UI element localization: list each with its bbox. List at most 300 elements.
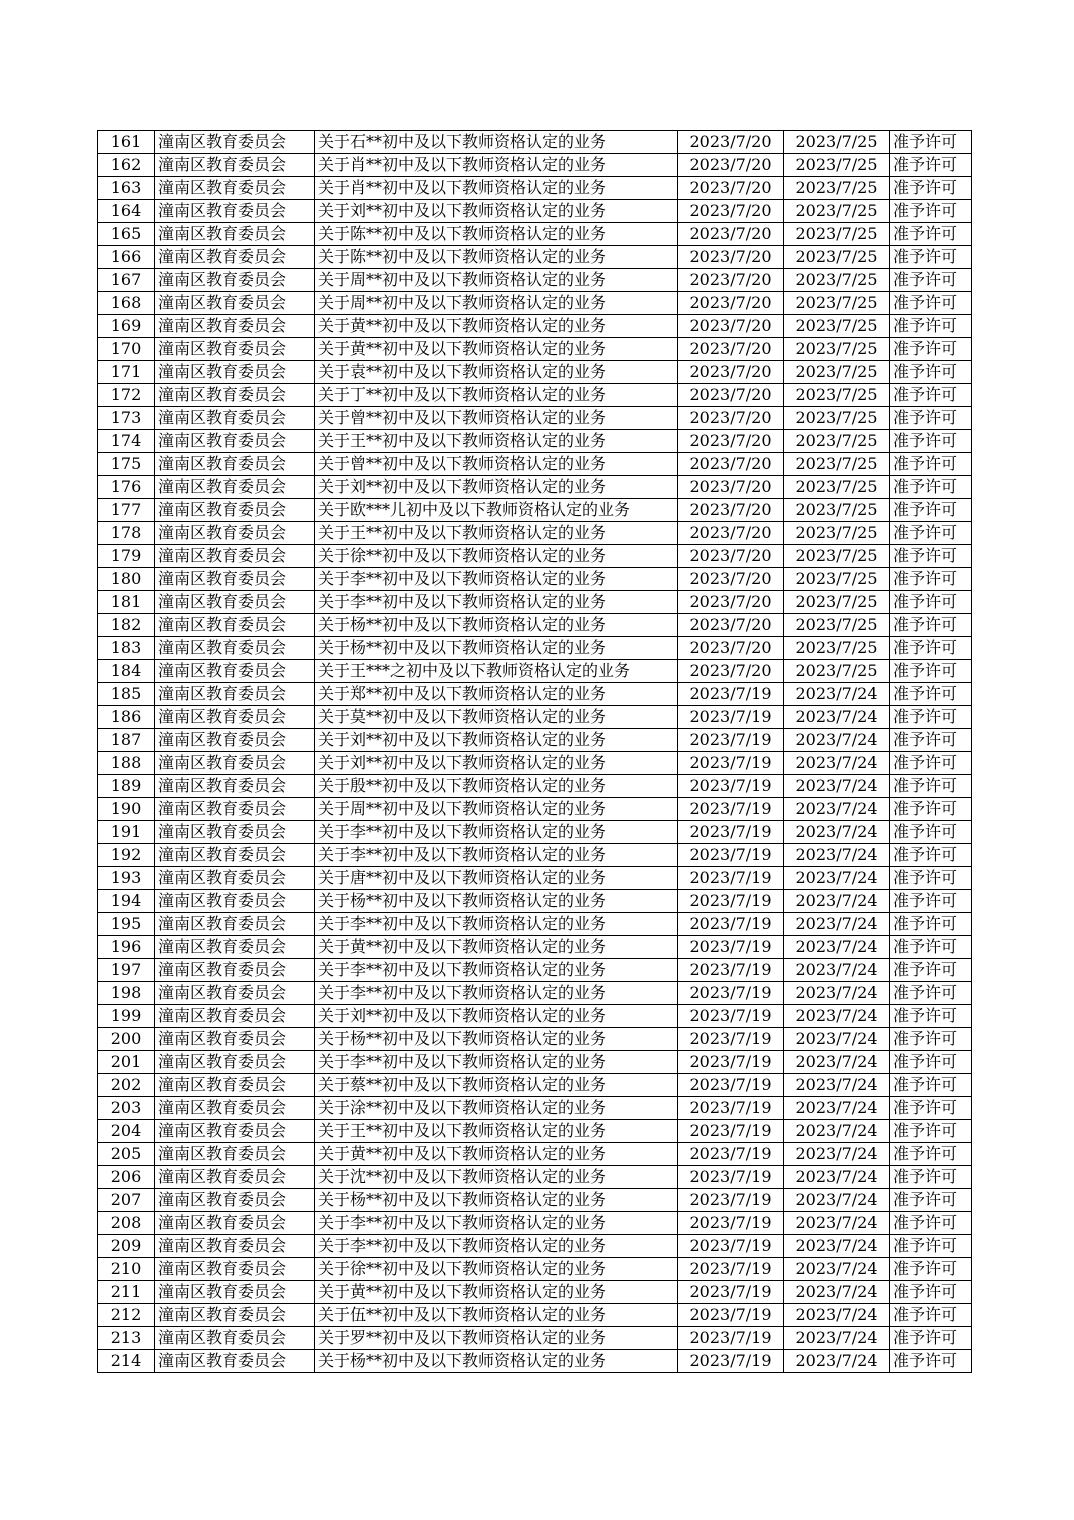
matter-title-cell: 关于徐**初中及以下教师资格认定的业务	[315, 545, 678, 568]
matter-title-cell: 关于黄**初中及以下教师资格认定的业务	[315, 1143, 678, 1166]
row-number: 188	[98, 752, 155, 775]
decision-date-cell: 2023/7/25	[784, 315, 890, 338]
table-row	[98, 1281, 972, 1304]
accepted-date-cell: 2023/7/19	[678, 982, 784, 1005]
accepted-date-cell: 2023/7/19	[678, 752, 784, 775]
matter-title-cell: 关于黄**初中及以下教师资格认定的业务	[315, 1281, 678, 1304]
matter-title-cell: 关于石**初中及以下教师资格认定的业务	[315, 131, 678, 154]
result-cell: 准予许可	[890, 821, 972, 844]
accepted-date-cell: 2023/7/19	[678, 1028, 784, 1051]
result-cell: 准予许可	[890, 1350, 972, 1373]
accepted-date-cell: 2023/7/19	[678, 1097, 784, 1120]
matter-title-cell: 关于李**初中及以下教师资格认定的业务	[315, 591, 678, 614]
table-row	[98, 913, 972, 936]
department-cell: 潼南区教育委员会	[155, 384, 315, 407]
decision-date-cell: 2023/7/25	[784, 361, 890, 384]
matter-title-cell: 关于杨**初中及以下教师资格认定的业务	[315, 1028, 678, 1051]
department-cell: 潼南区教育委员会	[155, 545, 315, 568]
table-row	[98, 1005, 972, 1028]
matter-title-cell: 关于李**初中及以下教师资格认定的业务	[315, 821, 678, 844]
result-cell: 准予许可	[890, 407, 972, 430]
matter-title-cell: 关于周**初中及以下教师资格认定的业务	[315, 798, 678, 821]
records-table-body	[98, 131, 972, 1373]
result-cell: 准予许可	[890, 131, 972, 154]
decision-date-cell: 2023/7/25	[784, 292, 890, 315]
row-number: 210	[98, 1258, 155, 1281]
decision-date-cell: 2023/7/24	[784, 1258, 890, 1281]
row-number: 166	[98, 246, 155, 269]
decision-date-cell: 2023/7/25	[784, 246, 890, 269]
department-cell: 潼南区教育委员会	[155, 1212, 315, 1235]
accepted-date-cell: 2023/7/20	[678, 361, 784, 384]
row-number: 165	[98, 223, 155, 246]
department-cell: 潼南区教育委员会	[155, 890, 315, 913]
matter-title-cell: 关于袁**初中及以下教师资格认定的业务	[315, 361, 678, 384]
table-row	[98, 361, 972, 384]
department-cell: 潼南区教育委员会	[155, 1097, 315, 1120]
table-row	[98, 752, 972, 775]
row-number: 179	[98, 545, 155, 568]
result-cell: 准予许可	[890, 522, 972, 545]
department-cell: 潼南区教育委员会	[155, 1143, 315, 1166]
matter-title-cell: 关于刘**初中及以下教师资格认定的业务	[315, 1005, 678, 1028]
result-cell: 准予许可	[890, 1235, 972, 1258]
row-number: 176	[98, 476, 155, 499]
department-cell: 潼南区教育委员会	[155, 522, 315, 545]
result-cell: 准予许可	[890, 269, 972, 292]
decision-date-cell: 2023/7/25	[784, 614, 890, 637]
row-number: 168	[98, 292, 155, 315]
table-row	[98, 1327, 972, 1350]
result-cell: 准予许可	[890, 706, 972, 729]
result-cell: 准予许可	[890, 936, 972, 959]
result-cell: 准予许可	[890, 637, 972, 660]
department-cell: 潼南区教育委员会	[155, 798, 315, 821]
department-cell: 潼南区教育委员会	[155, 407, 315, 430]
decision-date-cell: 2023/7/24	[784, 1074, 890, 1097]
table-row	[98, 200, 972, 223]
department-cell: 潼南区教育委员会	[155, 844, 315, 867]
result-cell: 准予许可	[890, 844, 972, 867]
result-cell: 准予许可	[890, 200, 972, 223]
department-cell: 潼南区教育委员会	[155, 982, 315, 1005]
row-number: 186	[98, 706, 155, 729]
decision-date-cell: 2023/7/24	[784, 982, 890, 1005]
department-cell: 潼南区教育委员会	[155, 200, 315, 223]
accepted-date-cell: 2023/7/20	[678, 476, 784, 499]
table-row	[98, 338, 972, 361]
row-number: 198	[98, 982, 155, 1005]
matter-title-cell: 关于王***之初中及以下教师资格认定的业务	[315, 660, 678, 683]
department-cell: 潼南区教育委员会	[155, 1258, 315, 1281]
department-cell: 潼南区教育委员会	[155, 154, 315, 177]
table-row	[98, 430, 972, 453]
table-row	[98, 269, 972, 292]
decision-date-cell: 2023/7/24	[784, 1028, 890, 1051]
department-cell: 潼南区教育委员会	[155, 1074, 315, 1097]
matter-title-cell: 关于蔡**初中及以下教师资格认定的业务	[315, 1074, 678, 1097]
table-row	[98, 637, 972, 660]
decision-date-cell: 2023/7/24	[784, 867, 890, 890]
result-cell: 准予许可	[890, 545, 972, 568]
table-row	[98, 131, 972, 154]
matter-title-cell: 关于肖**初中及以下教师资格认定的业务	[315, 177, 678, 200]
row-number: 172	[98, 384, 155, 407]
accepted-date-cell: 2023/7/20	[678, 315, 784, 338]
decision-date-cell: 2023/7/24	[784, 752, 890, 775]
table-row	[98, 844, 972, 867]
table-row	[98, 821, 972, 844]
department-cell: 潼南区教育委员会	[155, 361, 315, 384]
accepted-date-cell: 2023/7/19	[678, 1051, 784, 1074]
row-number: 194	[98, 890, 155, 913]
accepted-date-cell: 2023/7/20	[678, 430, 784, 453]
accepted-date-cell: 2023/7/20	[678, 338, 784, 361]
matter-title-cell: 关于刘**初中及以下教师资格认定的业务	[315, 752, 678, 775]
department-cell: 潼南区教育委员会	[155, 430, 315, 453]
row-number: 211	[98, 1281, 155, 1304]
decision-date-cell: 2023/7/24	[784, 821, 890, 844]
result-cell: 准予许可	[890, 384, 972, 407]
decision-date-cell: 2023/7/24	[784, 936, 890, 959]
accepted-date-cell: 2023/7/20	[678, 660, 784, 683]
department-cell: 潼南区教育委员会	[155, 1051, 315, 1074]
table-row	[98, 614, 972, 637]
row-number: 163	[98, 177, 155, 200]
department-cell: 潼南区教育委员会	[155, 660, 315, 683]
department-cell: 潼南区教育委员会	[155, 177, 315, 200]
decision-date-cell: 2023/7/25	[784, 384, 890, 407]
accepted-date-cell: 2023/7/19	[678, 1304, 784, 1327]
result-cell: 准予许可	[890, 568, 972, 591]
decision-date-cell: 2023/7/25	[784, 660, 890, 683]
row-number: 162	[98, 154, 155, 177]
department-cell: 潼南区教育委员会	[155, 913, 315, 936]
decision-date-cell: 2023/7/25	[784, 200, 890, 223]
row-number: 196	[98, 936, 155, 959]
matter-title-cell: 关于曾**初中及以下教师资格认定的业务	[315, 453, 678, 476]
row-number: 204	[98, 1120, 155, 1143]
department-cell: 潼南区教育委员会	[155, 269, 315, 292]
result-cell: 准予许可	[890, 752, 972, 775]
row-number: 197	[98, 959, 155, 982]
table-row	[98, 936, 972, 959]
result-cell: 准予许可	[890, 361, 972, 384]
table-row	[98, 246, 972, 269]
matter-title-cell: 关于李**初中及以下教师资格认定的业务	[315, 982, 678, 1005]
row-number: 209	[98, 1235, 155, 1258]
decision-date-cell: 2023/7/24	[784, 913, 890, 936]
matter-title-cell: 关于莫**初中及以下教师资格认定的业务	[315, 706, 678, 729]
department-cell: 潼南区教育委员会	[155, 706, 315, 729]
result-cell: 准予许可	[890, 614, 972, 637]
decision-date-cell: 2023/7/25	[784, 177, 890, 200]
accepted-date-cell: 2023/7/20	[678, 637, 784, 660]
result-cell: 准予许可	[890, 1166, 972, 1189]
accepted-date-cell: 2023/7/20	[678, 223, 784, 246]
table-row	[98, 1235, 972, 1258]
table-row	[98, 568, 972, 591]
result-cell: 准予许可	[890, 430, 972, 453]
table-row	[98, 407, 972, 430]
table-row	[98, 177, 972, 200]
decision-date-cell: 2023/7/24	[784, 959, 890, 982]
table-row	[98, 1028, 972, 1051]
accepted-date-cell: 2023/7/20	[678, 200, 784, 223]
accepted-date-cell: 2023/7/19	[678, 867, 784, 890]
department-cell: 潼南区教育委员会	[155, 775, 315, 798]
row-number: 164	[98, 200, 155, 223]
matter-title-cell: 关于欧***儿初中及以下教师资格认定的业务	[315, 499, 678, 522]
matter-title-cell: 关于陈**初中及以下教师资格认定的业务	[315, 246, 678, 269]
result-cell: 准予许可	[890, 867, 972, 890]
decision-date-cell: 2023/7/24	[784, 1097, 890, 1120]
matter-title-cell: 关于李**初中及以下教师资格认定的业务	[315, 844, 678, 867]
matter-title-cell: 关于杨**初中及以下教师资格认定的业务	[315, 1189, 678, 1212]
decision-date-cell: 2023/7/24	[784, 1143, 890, 1166]
result-cell: 准予许可	[890, 683, 972, 706]
table-row	[98, 1350, 972, 1373]
matter-title-cell: 关于李**初中及以下教师资格认定的业务	[315, 1235, 678, 1258]
matter-title-cell: 关于杨**初中及以下教师资格认定的业务	[315, 637, 678, 660]
result-cell: 准予许可	[890, 1258, 972, 1281]
decision-date-cell: 2023/7/24	[784, 1051, 890, 1074]
department-cell: 潼南区教育委员会	[155, 476, 315, 499]
result-cell: 准予许可	[890, 798, 972, 821]
row-number: 177	[98, 499, 155, 522]
result-cell: 准予许可	[890, 476, 972, 499]
matter-title-cell: 关于殷**初中及以下教师资格认定的业务	[315, 775, 678, 798]
department-cell: 潼南区教育委员会	[155, 1350, 315, 1373]
row-number: 195	[98, 913, 155, 936]
department-cell: 潼南区教育委员会	[155, 591, 315, 614]
department-cell: 潼南区教育委员会	[155, 315, 315, 338]
table-row	[98, 384, 972, 407]
table-row	[98, 315, 972, 338]
accepted-date-cell: 2023/7/20	[678, 246, 784, 269]
decision-date-cell: 2023/7/24	[784, 775, 890, 798]
table-row	[98, 522, 972, 545]
decision-date-cell: 2023/7/25	[784, 637, 890, 660]
result-cell: 准予许可	[890, 1097, 972, 1120]
decision-date-cell: 2023/7/24	[784, 1350, 890, 1373]
decision-date-cell: 2023/7/25	[784, 545, 890, 568]
accepted-date-cell: 2023/7/19	[678, 1327, 784, 1350]
result-cell: 准予许可	[890, 177, 972, 200]
decision-date-cell: 2023/7/24	[784, 890, 890, 913]
row-number: 207	[98, 1189, 155, 1212]
department-cell: 潼南区教育委员会	[155, 1005, 315, 1028]
accepted-date-cell: 2023/7/19	[678, 1281, 784, 1304]
accepted-date-cell: 2023/7/19	[678, 1166, 784, 1189]
row-number: 173	[98, 407, 155, 430]
department-cell: 潼南区教育委员会	[155, 1166, 315, 1189]
result-cell: 准予许可	[890, 913, 972, 936]
result-cell: 准予许可	[890, 982, 972, 1005]
department-cell: 潼南区教育委员会	[155, 292, 315, 315]
row-number: 167	[98, 269, 155, 292]
table-row	[98, 223, 972, 246]
accepted-date-cell: 2023/7/19	[678, 1074, 784, 1097]
table-row	[98, 1120, 972, 1143]
table-row	[98, 982, 972, 1005]
result-cell: 准予许可	[890, 729, 972, 752]
department-cell: 潼南区教育委员会	[155, 1189, 315, 1212]
accepted-date-cell: 2023/7/20	[678, 545, 784, 568]
table-row	[98, 154, 972, 177]
table-row	[98, 1304, 972, 1327]
accepted-date-cell: 2023/7/19	[678, 706, 784, 729]
matter-title-cell: 关于刘**初中及以下教师资格认定的业务	[315, 729, 678, 752]
accepted-date-cell: 2023/7/19	[678, 1350, 784, 1373]
result-cell: 准予许可	[890, 338, 972, 361]
accepted-date-cell: 2023/7/19	[678, 729, 784, 752]
accepted-date-cell: 2023/7/19	[678, 890, 784, 913]
decision-date-cell: 2023/7/24	[784, 798, 890, 821]
accepted-date-cell: 2023/7/19	[678, 1005, 784, 1028]
decision-date-cell: 2023/7/24	[784, 683, 890, 706]
department-cell: 潼南区教育委员会	[155, 729, 315, 752]
result-cell: 准予许可	[890, 154, 972, 177]
result-cell: 准予许可	[890, 1189, 972, 1212]
result-cell: 准予许可	[890, 1120, 972, 1143]
matter-title-cell: 关于王**初中及以下教师资格认定的业务	[315, 1120, 678, 1143]
row-number: 214	[98, 1350, 155, 1373]
matter-title-cell: 关于李**初中及以下教师资格认定的业务	[315, 913, 678, 936]
decision-date-cell: 2023/7/24	[784, 1235, 890, 1258]
table-row	[98, 1143, 972, 1166]
table-row	[98, 545, 972, 568]
matter-title-cell: 关于伍**初中及以下教师资格认定的业务	[315, 1304, 678, 1327]
row-number: 208	[98, 1212, 155, 1235]
table-row	[98, 292, 972, 315]
matter-title-cell: 关于王**初中及以下教师资格认定的业务	[315, 522, 678, 545]
accepted-date-cell: 2023/7/20	[678, 177, 784, 200]
result-cell: 准予许可	[890, 1212, 972, 1235]
result-cell: 准予许可	[890, 315, 972, 338]
decision-date-cell: 2023/7/25	[784, 568, 890, 591]
accepted-date-cell: 2023/7/19	[678, 1258, 784, 1281]
decision-date-cell: 2023/7/24	[784, 844, 890, 867]
matter-title-cell: 关于黄**初中及以下教师资格认定的业务	[315, 338, 678, 361]
row-number: 171	[98, 361, 155, 384]
department-cell: 潼南区教育委员会	[155, 821, 315, 844]
department-cell: 潼南区教育委员会	[155, 246, 315, 269]
accepted-date-cell: 2023/7/19	[678, 959, 784, 982]
decision-date-cell: 2023/7/25	[784, 131, 890, 154]
matter-title-cell: 关于杨**初中及以下教师资格认定的业务	[315, 614, 678, 637]
row-number: 203	[98, 1097, 155, 1120]
accepted-date-cell: 2023/7/19	[678, 775, 784, 798]
accepted-date-cell: 2023/7/20	[678, 154, 784, 177]
table-row	[98, 959, 972, 982]
table-row	[98, 1097, 972, 1120]
row-number: 178	[98, 522, 155, 545]
matter-title-cell: 关于李**初中及以下教师资格认定的业务	[315, 959, 678, 982]
decision-date-cell: 2023/7/25	[784, 522, 890, 545]
department-cell: 潼南区教育委员会	[155, 568, 315, 591]
department-cell: 潼南区教育委员会	[155, 338, 315, 361]
row-number: 192	[98, 844, 155, 867]
decision-date-cell: 2023/7/24	[784, 1327, 890, 1350]
accepted-date-cell: 2023/7/19	[678, 1143, 784, 1166]
result-cell: 准予许可	[890, 453, 972, 476]
accepted-date-cell: 2023/7/19	[678, 1235, 784, 1258]
matter-title-cell: 关于沈**初中及以下教师资格认定的业务	[315, 1166, 678, 1189]
result-cell: 准予许可	[890, 1074, 972, 1097]
matter-title-cell: 关于李**初中及以下教师资格认定的业务	[315, 1212, 678, 1235]
row-number: 182	[98, 614, 155, 637]
department-cell: 潼南区教育委员会	[155, 1235, 315, 1258]
accepted-date-cell: 2023/7/19	[678, 821, 784, 844]
decision-date-cell: 2023/7/25	[784, 476, 890, 499]
row-number: 170	[98, 338, 155, 361]
decision-date-cell: 2023/7/24	[784, 729, 890, 752]
table-row	[98, 1074, 972, 1097]
department-cell: 潼南区教育委员会	[155, 637, 315, 660]
row-number: 174	[98, 430, 155, 453]
result-cell: 准予许可	[890, 223, 972, 246]
accepted-date-cell: 2023/7/20	[678, 522, 784, 545]
matter-title-cell: 关于丁**初中及以下教师资格认定的业务	[315, 384, 678, 407]
result-cell: 准予许可	[890, 959, 972, 982]
accepted-date-cell: 2023/7/20	[678, 453, 784, 476]
matter-title-cell: 关于刘**初中及以下教师资格认定的业务	[315, 200, 678, 223]
table-row	[98, 1051, 972, 1074]
table-row	[98, 706, 972, 729]
row-number: 185	[98, 683, 155, 706]
table-row	[98, 1189, 972, 1212]
matter-title-cell: 关于李**初中及以下教师资格认定的业务	[315, 568, 678, 591]
decision-date-cell: 2023/7/24	[784, 1166, 890, 1189]
result-cell: 准予许可	[890, 660, 972, 683]
matter-title-cell: 关于周**初中及以下教师资格认定的业务	[315, 269, 678, 292]
department-cell: 潼南区教育委员会	[155, 1028, 315, 1051]
decision-date-cell: 2023/7/24	[784, 1304, 890, 1327]
row-number: 169	[98, 315, 155, 338]
accepted-date-cell: 2023/7/20	[678, 407, 784, 430]
row-number: 193	[98, 867, 155, 890]
accepted-date-cell: 2023/7/19	[678, 844, 784, 867]
row-number: 180	[98, 568, 155, 591]
accepted-date-cell: 2023/7/20	[678, 384, 784, 407]
table-row	[98, 453, 972, 476]
department-cell: 潼南区教育委员会	[155, 131, 315, 154]
accepted-date-cell: 2023/7/20	[678, 269, 784, 292]
matter-title-cell: 关于肖**初中及以下教师资格认定的业务	[315, 154, 678, 177]
matter-title-cell: 关于陈**初中及以下教师资格认定的业务	[315, 223, 678, 246]
department-cell: 潼南区教育委员会	[155, 1327, 315, 1350]
decision-date-cell: 2023/7/24	[784, 1120, 890, 1143]
result-cell: 准予许可	[890, 499, 972, 522]
accepted-date-cell: 2023/7/20	[678, 499, 784, 522]
matter-title-cell: 关于杨**初中及以下教师资格认定的业务	[315, 890, 678, 913]
matter-title-cell: 关于徐**初中及以下教师资格认定的业务	[315, 1258, 678, 1281]
decision-date-cell: 2023/7/25	[784, 453, 890, 476]
accepted-date-cell: 2023/7/20	[678, 614, 784, 637]
accepted-date-cell: 2023/7/20	[678, 131, 784, 154]
department-cell: 潼南区教育委员会	[155, 959, 315, 982]
result-cell: 准予许可	[890, 1281, 972, 1304]
result-cell: 准予许可	[890, 591, 972, 614]
accepted-date-cell: 2023/7/19	[678, 913, 784, 936]
department-cell: 潼南区教育委员会	[155, 223, 315, 246]
table-row	[98, 660, 972, 683]
row-number: 187	[98, 729, 155, 752]
accepted-date-cell: 2023/7/19	[678, 1189, 784, 1212]
matter-title-cell: 关于杨**初中及以下教师资格认定的业务	[315, 1350, 678, 1373]
matter-title-cell: 关于曾**初中及以下教师资格认定的业务	[315, 407, 678, 430]
